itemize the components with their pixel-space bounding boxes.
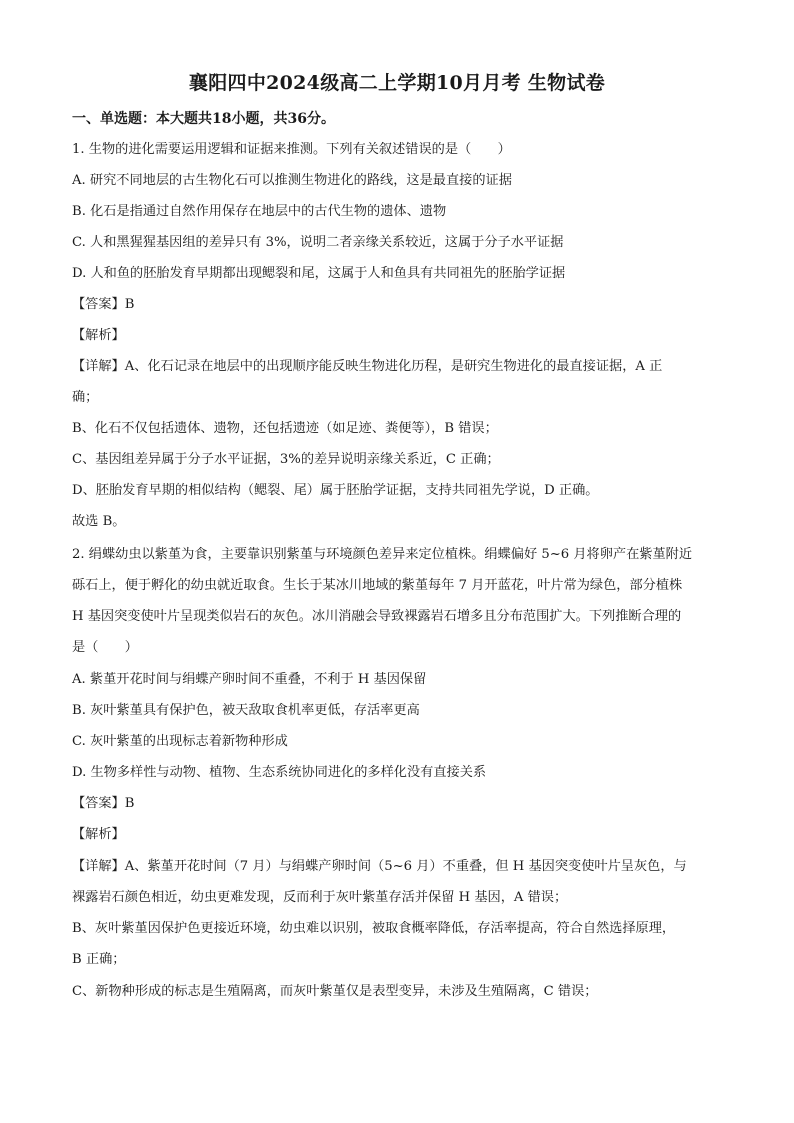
question-1-detail-line: B、化石不仅包括遗体、遗物，还包括遗迹（如足迹、粪便等），B 错误； [72,421,498,436]
question-1-stem: 1. 生物的进化需要运用逻辑和证据来推测。下列有关叙述错误的是（ ） [72,142,511,157]
question-1-option-c: C. 人和黑猩猩基因组的差异只有 3%，说明二者亲缘关系较近，这属于分子水平证据 [72,235,564,250]
question-2-option-c: C. 灰叶紫堇的出现标志着新物种形成 [72,734,288,749]
question-2-option-d: D. 生物多样性与动物、植物、生态系统协同进化的多样化没有直接关系 [72,765,487,780]
question-2-stem: 是（ ） [72,640,138,655]
question-1-detail-line: C、基因组差异属于分子水平证据，3%的差异说明亲缘关系近，C 正确； [72,452,500,467]
question-2-detail-line: B、灰叶紫堇因保护色更接近环境，幼虫难以识别，被取食概率降低，存活率提高，符合自然选择原理， [72,921,676,936]
question-1-detail-line: 【详解】A、化石记录在地层中的出现顺序能反映生物进化历程，是研究生物进化的最直接证据，A 正 [72,359,663,374]
question-2-stem: 2. 绢蝶幼虫以紫堇为食，主要靠识别紫堇与环境颜色差异来定位植株。绢蝶偏好 5~6 月将卵产在紫堇附近 [72,547,693,562]
question-2-detail-line: B 正确； [72,952,126,967]
question-2-analysis-label: 【解析】 [72,827,125,842]
question-1-detail-line: D、胚胎发育早期的相似结构（鳃裂、尾）属于胚胎学证据，支持共同祖先学说，D 正确。 [72,483,599,498]
question-2-detail-line: C、新物种形成的标志是生殖隔离，而灰叶紫堇仅是表型变异，未涉及生殖隔离，C 错误； [72,984,598,999]
question-1-option-d: D. 人和鱼的胚胎发育早期都出现鳃裂和尾，这属于人和鱼具有共同祖先的胚胎学证据 [72,266,566,281]
question-1-analysis-label: 【解析】 [72,328,125,343]
question-2-detail-line: 【详解】A、紫堇开花时间（7 月）与绢蝶产卵时间（5~6 月）不重叠，但 H 基因突变使叶片呈灰色，与 [72,859,687,874]
question-1-conclusion: 故选 B。 [72,514,126,529]
question-1-option-a: A. 研究不同地层的古生物化石可以推测生物进化的路线，这是最直接的证据 [72,173,512,188]
question-1-answer: 【答案】B [72,297,135,312]
question-2-detail-line: 裸露岩石颜色相近，幼虫更难发现，反而利于灰叶紫堇存活并保留 H 基因，A 错误； [72,890,568,905]
question-2-option-a: A. 紫堇开花时间与绢蝶产卵时间不重叠，不利于 H 基因保留 [72,672,427,687]
question-2-option-b: B. 灰叶紫堇具有保护色，被天敌取食机率更低，存活率更高 [72,703,420,718]
question-2-stem: H 基因突变使叶片呈现类似岩石的灰色。冰川消融会导致裸露岩石增多且分布范围扩大。下列推断合理的 [72,609,682,624]
page-title: 襄阳四中2024级高二上学期10月月考 生物试卷 [188,72,606,94]
question-1-detail-line: 确； [72,390,99,405]
section-heading: 一、单选题：本大题共18小题，共36分。 [72,111,335,127]
question-2-answer: 【答案】B [72,796,135,811]
question-2-stem: 砾石上，便于孵化的幼虫就近取食。生长于某冰川地域的紫堇每年 7 月开蓝花，叶片常为绿色，部分植株 [72,578,683,593]
question-1-option-b: B. 化石是指通过自然作用保存在地层中的古代生物的遗体、遗物 [72,204,447,219]
